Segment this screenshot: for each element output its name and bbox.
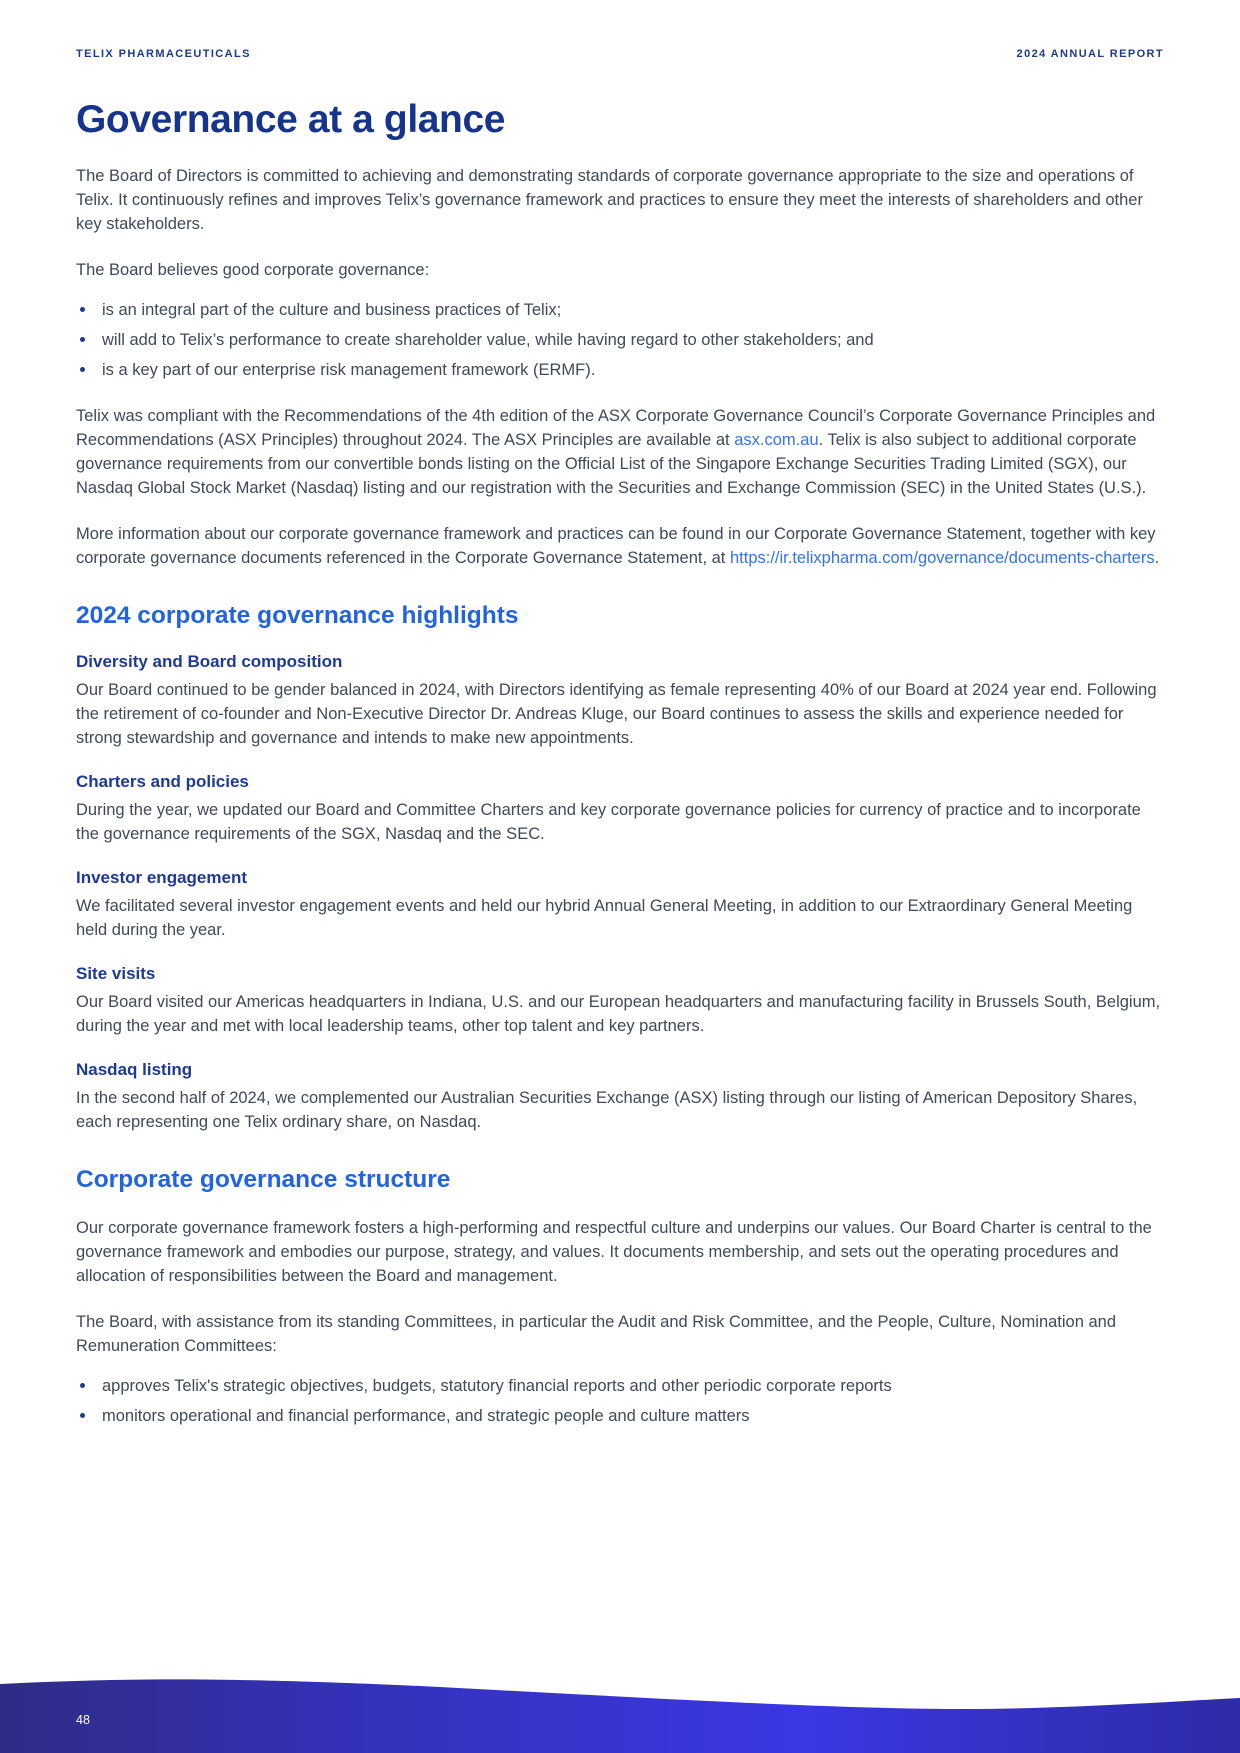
bullet-dot-icon <box>80 337 85 342</box>
board-responsibilities-list <box>76 1374 1164 1428</box>
bullet-dot-icon <box>80 1383 85 1388</box>
intro-paragraph-2: The Board believes good corporate governance: <box>76 261 430 279</box>
highlight-title: Site visits <box>76 964 156 983</box>
running-header <box>76 48 1164 60</box>
section-heading-structure: Corporate governance structure <box>76 1166 451 1193</box>
text-run: . Telix is also subject to additional corporate governance requirements from our convertible bonds listing on the Official List of the Singapore Exchange Securities Trading Limited (SGX), our Nasdaq Global Stock Market (Nasdaq) listing and our registration with the Securities and Exchange Commission (SEC) in the United States (U.S.). <box>76 431 1147 497</box>
text-run: More information about our corporate governance framework and practices can be found in our Corporate Governance Statement, together with key corporate governance documents referenced in the Corporate Governance Statement, at <box>76 525 1156 567</box>
highlight-item <box>76 1060 1164 1134</box>
highlight-item <box>76 868 1164 942</box>
highlight-body: Our Board continued to be gender balanced in 2024, with Directors identifying as female representing 40% of our Board at 2024 year end. Following the retirement of co-founder and Non-Executive Director Dr. Andreas Kluge, our Board continues to assess the skills and experience needed for strong stewardship and governance and intends to make new appointments. <box>76 681 1157 747</box>
intro-paragraph-1: The Board of Directors is committed to achieving and demonstrating standards of corporate governance appropriate to the size and operations of Telix. It continuously refines and improves Telix’s governance framework and practices to ensure they meet the interests of shareholders and other key stakeholders. <box>76 167 1143 233</box>
highlight-item <box>76 964 1164 1038</box>
running-header-report: 2024 ANNUAL REPORT <box>1016 48 1164 60</box>
list-item-text: approves Telix's strategic objectives, budgets, statutory financial reports and other periodic corporate reports <box>102 1377 892 1395</box>
bullet-dot-icon <box>80 307 85 312</box>
list-item <box>102 298 1164 322</box>
highlight-item <box>76 772 1164 846</box>
list-item <box>102 1404 1164 1428</box>
page-number: 48 <box>76 1713 90 1727</box>
highlight-body: In the second half of 2024, we complemented our Australian Securities Exchange (ASX) listing through our listing of American Depository Shares, each representing one Telix ordinary share, on Nasdaq. <box>76 1089 1138 1131</box>
page-title: Governance at a glance <box>76 98 506 141</box>
list-item-text: is a key part of our enterprise risk management framework (ERMF). <box>102 361 596 379</box>
list-item <box>102 1374 1164 1398</box>
compliance-paragraph <box>76 404 1164 500</box>
structure-paragraph-1: Our corporate governance framework fosters a high-performing and respectful culture and underpins our values. Our Board Charter is central to the governance framework and embodies our purpose, strategy, and values. It documents membership, and sets out the operating procedures and allocation of responsibilities between the Board and management. <box>76 1219 1152 1285</box>
highlight-title: Charters and policies <box>76 772 249 791</box>
structure-paragraph-2: The Board, with assistance from its standing Committees, in particular the Audit and Risk Committee, and the People, Culture, Nomination and Remuneration Committees: <box>76 1313 1117 1355</box>
footer-wave <box>0 1673 1240 1753</box>
highlight-title: Investor engagement <box>76 868 247 887</box>
bullet-dot-icon <box>80 1413 85 1418</box>
highlight-body: We facilitated several investor engagement events and held our hybrid Annual General Meeting, in addition to our Extraordinary General Meeting held during the year. <box>76 897 1133 939</box>
highlight-title: Nasdaq listing <box>76 1060 193 1079</box>
bullet-dot-icon <box>80 367 85 372</box>
text-run: . <box>1154 549 1160 567</box>
asx-website-link[interactable]: asx.com.au <box>734 431 819 449</box>
list-item <box>102 358 1164 382</box>
highlight-body: Our Board visited our Americas headquarters in Indiana, U.S. and our European headquarters and manufacturing facility in Brussels South, Belgium, during the year and met with local leadership teams, other top talent and key partners. <box>76 993 1161 1035</box>
text-run: Telix was compliant with the Recommendations of the 4th edition of the ASX Corporate Governance Council’s Corporate Governance Principles and Recommendations (ASX Principles) throughout 2024. The ASX Principles are available at <box>76 407 1156 449</box>
governance-belief-list <box>76 298 1164 382</box>
highlight-body: During the year, we updated our Board and Committee Charters and key corporate governance policies for currency of practice and to incorporate the governance requirements of the SGX, Nasdaq and the SEC. <box>76 801 1141 843</box>
governance-documents-link[interactable]: https://ir.telixpharma.com/governance/documents-charters <box>729 549 1155 567</box>
more-information-paragraph <box>76 522 1164 570</box>
list-item-text: will add to Telix’s performance to create shareholder value, while having regard to other stakeholders; and <box>102 331 874 349</box>
footer <box>0 1673 1240 1753</box>
highlight-title: Diversity and Board composition <box>76 652 343 671</box>
running-header-company: TELIX PHARMACEUTICALS <box>76 48 251 60</box>
highlight-item <box>76 652 1164 750</box>
list-item-text: is an integral part of the culture and business practices of Telix; <box>102 301 562 319</box>
list-item <box>102 328 1164 352</box>
section-heading-highlights: 2024 corporate governance highlights <box>76 602 519 629</box>
list-item-text: monitors operational and financial performance, and strategic people and culture matters <box>102 1407 750 1425</box>
